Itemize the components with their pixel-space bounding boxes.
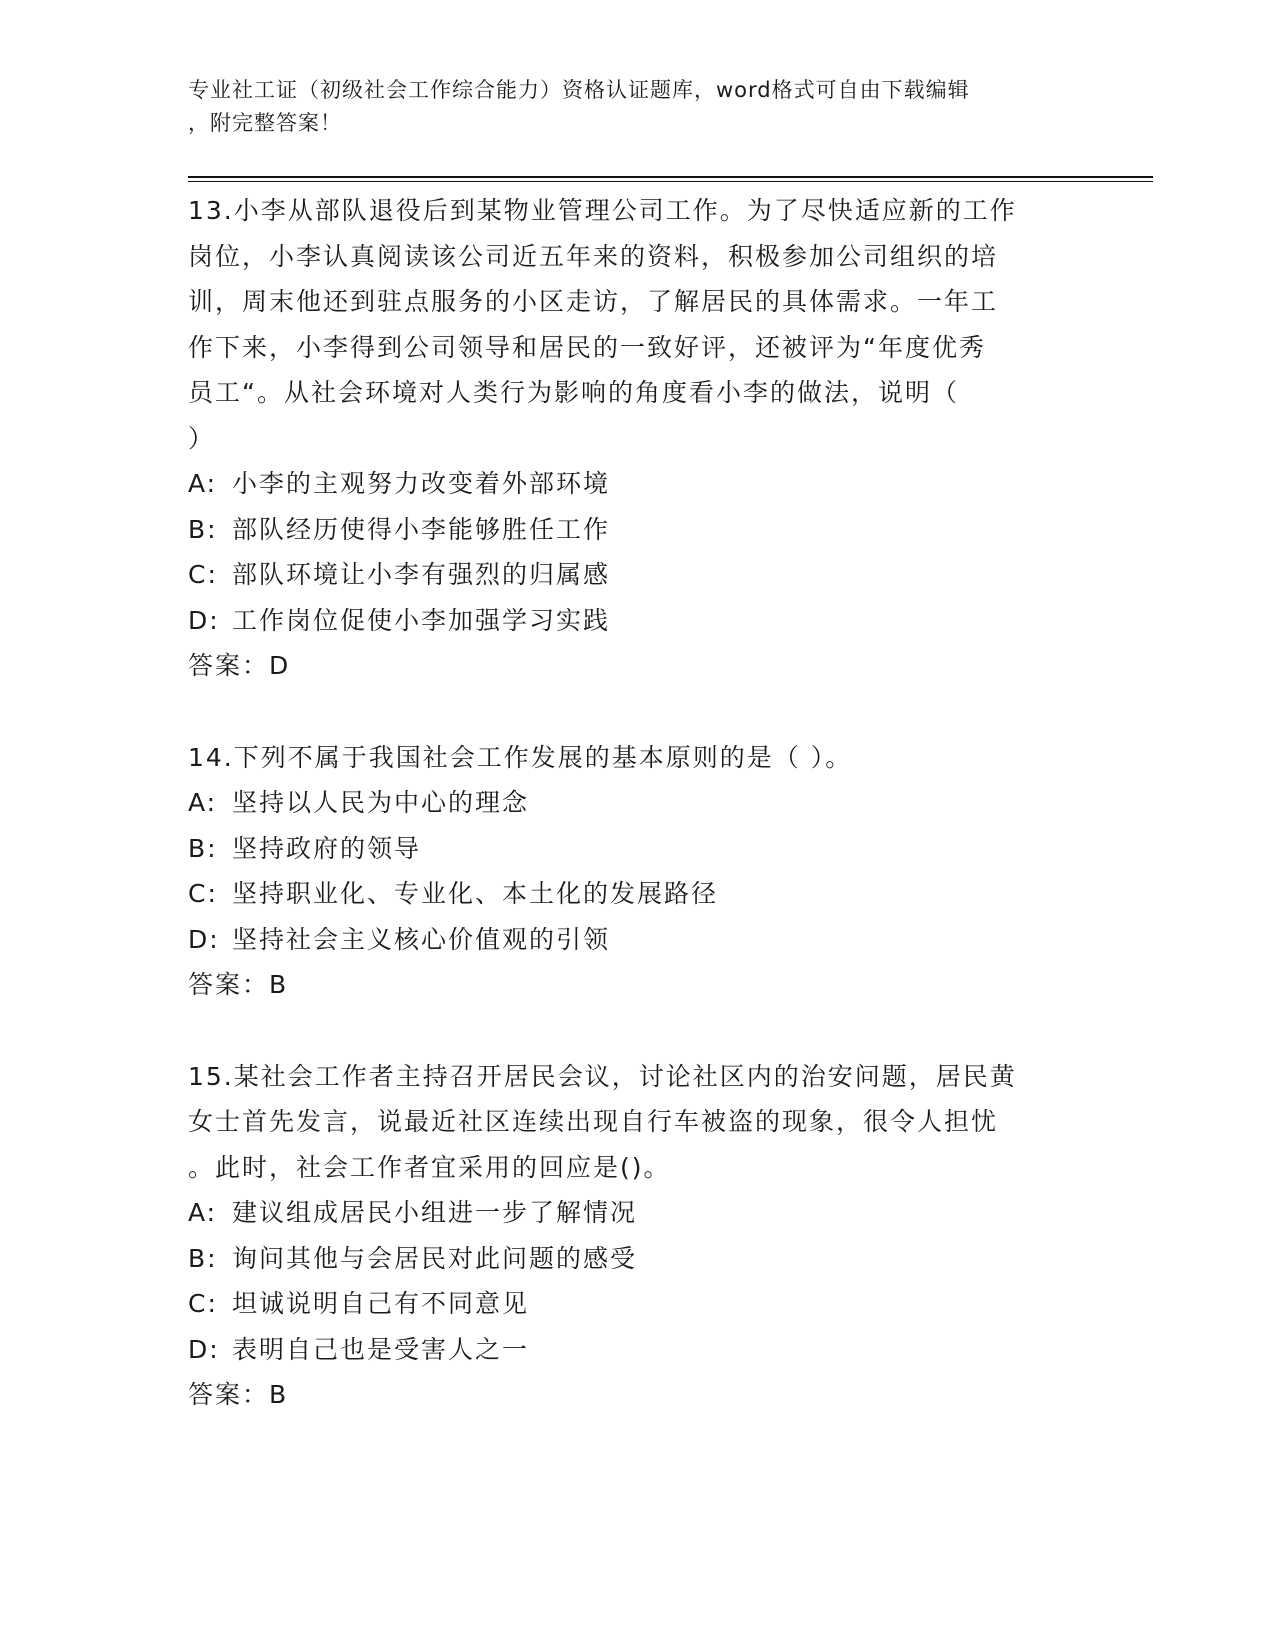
- option-letter: B:: [188, 1243, 218, 1273]
- option-a: [188, 461, 1088, 507]
- option-text: 询问其他与会居民对此问题的感受: [232, 1243, 638, 1273]
- question-14: [188, 735, 1088, 1008]
- option-letter: C:: [188, 879, 218, 908]
- header-line-1: 专业社工证（初级社会工作综合能力）资格认证题库，word格式可自由下载编辑: [188, 78, 970, 102]
- option-letter: D:: [188, 605, 220, 635]
- option-letter: D:: [188, 1334, 220, 1364]
- option-b: [188, 826, 1088, 872]
- option-letter: A:: [188, 788, 218, 817]
- option-b: [188, 507, 1088, 553]
- question-spacer: [188, 1008, 1088, 1054]
- answer-line: 答案：D: [188, 651, 291, 680]
- option-d: [188, 598, 1088, 644]
- option-text: 部队经历使得小李能够胜任工作: [232, 514, 611, 544]
- question-text-line: 13.小李从部队退役后到某物业管理公司工作。为了尽快适应新的工作: [188, 196, 1017, 225]
- option-text: 表明自己也是受害人之一: [232, 1334, 530, 1364]
- question-spacer: [188, 689, 1088, 735]
- page-header: [188, 74, 1068, 140]
- option-b: [188, 1236, 1088, 1282]
- question-text-line: 女士首先发言，说最近社区连续出现自行车被盗的现象，很令人担忧: [188, 1107, 999, 1136]
- option-text: 工作岗位促使小李加强学习实践: [232, 605, 611, 635]
- question-13: [188, 188, 1088, 689]
- option-text: 坚持职业化、专业化、本土化的发展路径: [232, 879, 719, 908]
- question-text-line: 员工“。从社会环境对人类行为影响的角度看小李的做法，说明（: [188, 378, 959, 407]
- answer-line: 答案：B: [188, 1380, 289, 1409]
- option-letter: A:: [188, 1198, 218, 1227]
- option-d: [188, 1327, 1088, 1373]
- option-letter: B:: [188, 833, 218, 863]
- option-c: [188, 1281, 1088, 1327]
- option-text: 坚持政府的领导: [232, 833, 422, 863]
- option-letter: A:: [188, 469, 218, 498]
- header-line-2: ，附完整答案！: [188, 111, 342, 135]
- option-a: [188, 780, 1088, 826]
- header-rule-thin: [188, 181, 1153, 182]
- option-text: 部队环境让小李有强烈的归属感: [232, 560, 611, 589]
- answer-line: 答案：B: [188, 970, 289, 999]
- question-text-line: 。此时，社会工作者宜采用的回应是()。: [188, 1152, 671, 1182]
- option-text: 建议组成居民小组进一步了解情况: [232, 1198, 638, 1227]
- option-c: [188, 552, 1088, 598]
- option-text: 坚持社会主义核心价值观的引领: [232, 924, 611, 954]
- option-text: 坦诚说明自己有不同意见: [232, 1289, 530, 1318]
- question-text-line: 14.下列不属于我国社会工作发展的基本原则的是（ ）。: [188, 742, 853, 772]
- option-d: [188, 917, 1088, 963]
- option-a: [188, 1190, 1088, 1236]
- option-c: [188, 871, 1088, 917]
- option-text: 坚持以人民为中心的理念: [232, 788, 530, 817]
- option-letter: C:: [188, 560, 218, 589]
- question-text-line: 训，周末他还到驻点服务的小区走访，了解居民的具体需求。一年工: [188, 287, 999, 316]
- question-text-line: 岗位，小李认真阅读该公司近五年来的资料，积极参加公司组织的培: [188, 241, 999, 271]
- question-list: [188, 188, 1088, 1418]
- option-letter: C:: [188, 1289, 218, 1318]
- option-text: 小李的主观努力改变着外部环境: [232, 469, 611, 498]
- question-text-line: 作下来，小李得到公司领导和居民的一致好评，还被评为“年度优秀: [188, 332, 986, 362]
- question-text-line: 15.某社会工作者主持召开居民会议，讨论社区内的治安问题，居民黄: [188, 1061, 1017, 1091]
- question-text-line: ）: [188, 423, 216, 453]
- question-15: [188, 1054, 1088, 1418]
- option-letter: D:: [188, 924, 220, 954]
- header-rule-thick: [188, 176, 1153, 178]
- option-letter: B:: [188, 514, 218, 544]
